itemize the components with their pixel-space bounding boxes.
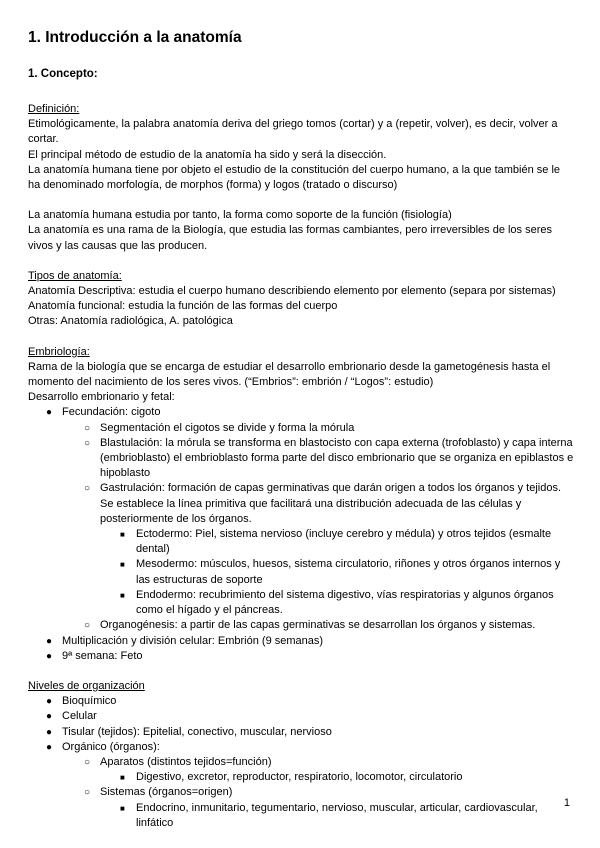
square-bullet-icon: ■ (120, 803, 125, 813)
list-item: ○ Aparatos (distintos tejidos=función) ■ Digestivo, excretor, reproductor, respiratorio, locomotor, circulatorio (62, 755, 574, 785)
square-bullet-icon: ■ (120, 530, 125, 540)
tipos-line: Anatomía Descriptiva: estudia el cuerpo humano describiendo elemento por elemento (separa por sistemas) (28, 285, 556, 298)
list-item: ● Orgánico (órganos): ○ Aparatos (distintos tejidos=función) ■ Digestivo, excretor, reproductor, respiratorio, locomotor, circulatorio ○ Sistemas (órganos=origen) ■ Endocrino, inmunitario, tegumentario, nervioso, muscular, articular, cardiovascular, linfático (28, 740, 574, 831)
embriologia-list (28, 405, 574, 663)
list-item: ■ Digestivo, excretor, reproductor, respiratorio, locomotor, circulatorio (100, 770, 574, 785)
square-bullet-icon: ■ (120, 560, 125, 570)
niveles-label: Niveles de organización (28, 679, 145, 692)
list-item: ○ Blastulación: la mórula se transforma en blastocisto con capa externa (trofoblasto) y capa interna (embrioblasto) el embrioblasto forma parte del disco embrionario que se organiza en epiblastos e hipoblasto (84, 436, 574, 480)
list-item: ■ Ectodermo: Piel, sistema nervioso (incluye cerebro y médula) y otros tejidos (esmalte dental) (120, 528, 552, 556)
circle-bullet-icon: ○ (84, 787, 91, 799)
bullet-icon: ● (46, 696, 53, 708)
definicion-line: ha denominado morfología, de morphos (forma) y logos (tratado o discurso) (28, 179, 398, 192)
embriologia-line: momento del nacimiento de los seres vivos. (“Embrios”: embrión / “Logos”: estudio) (28, 376, 434, 389)
list-item: ○ Sistemas (órganos=origen) ■ Endocrino, inmunitario, tegumentario, nervioso, muscular, articular, cardiovascular, linfático (62, 785, 574, 831)
definicion-line: El principal método de estudio de la anatomía ha sido y será la disección. (28, 148, 387, 161)
list-item: ■ Mesodermo: músculos, huesos, sistema circulatorio, riñones y otros órganos internos y las estructuras de soporte (120, 558, 561, 586)
list-item: ● Tisular (tejidos): Epitelial, conectivo, muscular, nervioso (28, 725, 574, 740)
list-item: ○ Organogénesis: a partir de las capas germinativas se desarrollan los órganos y sistemas. (62, 618, 574, 633)
bullet-icon: ● (46, 650, 53, 662)
bullet-icon: ● (46, 711, 53, 723)
estudio-line: La anatomía humana estudia por tanto, la forma como soporte de la función (fisiología) (28, 209, 452, 222)
bullet-icon: ● (46, 741, 53, 753)
list-item: ■ Endocrino, inmunitario, tegumentario, nervioso, muscular, articular, cardiovascular, linfático (120, 801, 538, 829)
circle-bullet-icon: ○ (84, 483, 91, 495)
square-bullet-icon: ■ (120, 590, 125, 600)
list-item: ● 9ª semana: Feto (28, 649, 574, 664)
circle-bullet-icon: ○ (84, 437, 91, 449)
definicion-label: Definición: (28, 103, 80, 115)
embriologia-line: Rama de la biología que se encarga de estudiar el desarrollo embrionario desde la gametogénesis hasta el (28, 360, 551, 373)
list-item: ○ Gastrulación: formación de capas germinativas que darán origen a todos los órganos y tejidos. Se establece la línea primitiva que facilitará una distribución adecuada de las células y posteriormente de los órganos. ■ Ectodermo: Piel, sistema nervioso (incluye cerebro y médula) y otros tejidos (esmalte dental) ■ Mesodermo: músculos, huesos, sistema circulatorio, riñones y otros órganos internos y las estructuras de soporte ■ Endodermo: recubrimiento del sistema digestivo, vías respiratorias y algunos órganos como el hígado y el páncreas. (62, 481, 574, 618)
definicion-line: La anatomía humana tiene por objeto el estudio de la constitución del cuerpo humano, a la que también se le (28, 163, 561, 176)
bullet-icon: ● (46, 407, 53, 419)
estudio-line: La anatomía es una rama de la Biología, que estudia las formas cambiantes, pero irreversibles de los seres (28, 224, 553, 237)
list-item: ○ Segmentación el cigotos se divide y forma la mórula (62, 421, 574, 436)
list-item: ● Fecundación: cigoto ○ Segmentación el cigotos se divide y forma la mórula ○ Blastulación: la mórula se transforma en blastocisto con capa externa (trofoblasto) y capa interna (embrioblasto) el embrioblasto forma parte del disco embrionario que se organiza en epiblastos e hipoblasto ○ Gastrulación: formación de capas germinativas que darán origen a todos los órganos y tejidos. Se establece la línea primitiva que facilitará una distribución adecuada de las células y posteriormente de los órganos. ■ Ectodermo: Piel, sistema nervioso (incluye cerebro y médula) y otros tejidos (esmalte dental) ■ Mesodermo: músculos, huesos, sistema circulatorio, riñones y otros órganos internos y las estructuras de soporte ■ Endodermo: recubrimiento del sistema digestivo, vías respiratorias y algunos órganos como el hígado y el páncreas. ○ Organogénesis: a partir de las capas germinativas se desarrollan los órganos y sistemas. (28, 405, 574, 633)
list-item: ■ Endodermo: recubrimiento del sistema digestivo, vías respiratorias y algunos órganos como el hígado y el páncreas. (120, 588, 554, 617)
list-item: ● Celular (28, 709, 574, 724)
page-number: 1 (563, 797, 570, 809)
tipos-label: Tipos de anatomía: (28, 269, 122, 282)
niveles-list (28, 694, 574, 831)
embriologia-label: Embriología: (28, 345, 90, 358)
tipos-line: Otras: Anatomía radiológica, A. patológica (28, 315, 233, 328)
definicion-line: cortar. (28, 133, 59, 146)
concept-heading: 1. Concepto: (28, 68, 98, 80)
document-title: 1. Introducción a la anatomía (28, 29, 242, 46)
embriologia-line: Desarrollo embrionario y fetal: (28, 391, 175, 404)
bullet-icon: ● (46, 726, 53, 738)
list-item: ● Bioquímico (28, 694, 574, 709)
circle-bullet-icon: ○ (84, 756, 91, 768)
estudio-line: vivos y las causas que las producen. (28, 239, 208, 252)
bullet-icon: ● (46, 635, 53, 647)
square-bullet-icon: ■ (120, 773, 125, 783)
circle-bullet-icon: ○ (84, 620, 91, 632)
list-item: ● Multiplicación y división celular: Embrión (9 semanas) (28, 634, 574, 649)
circle-bullet-icon: ○ (84, 422, 91, 434)
definicion-line: Etimológicamente, la palabra anatomía deriva del griego tomos (cortar) y a (repetir, volver), es decir, volver a (28, 118, 558, 131)
document-page (28, 28, 574, 831)
tipos-line: Anatomía funcional: estudia la función de las formas del cuerpo (28, 300, 338, 313)
